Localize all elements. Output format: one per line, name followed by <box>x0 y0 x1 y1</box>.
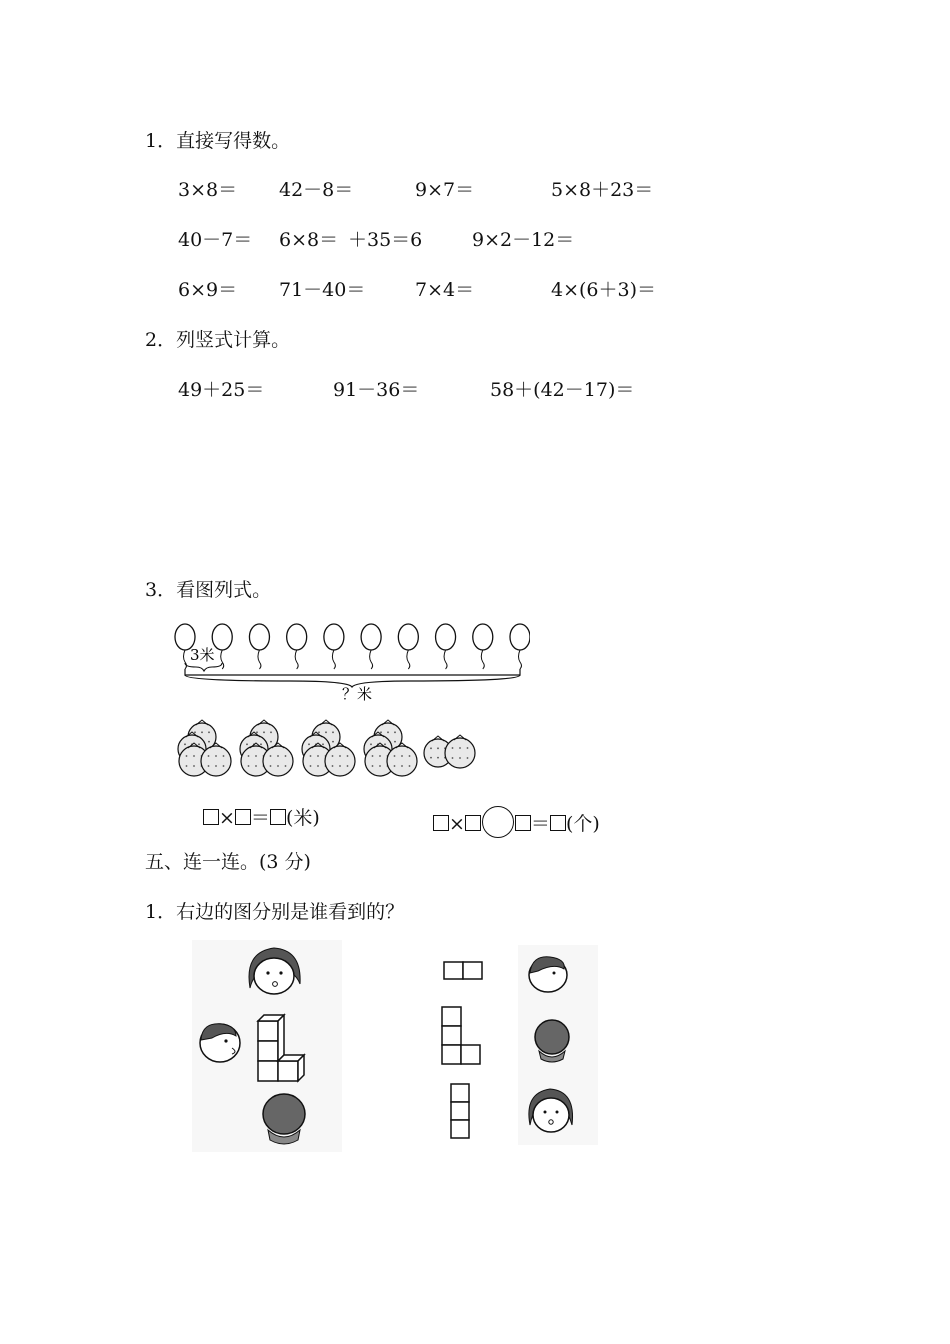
equation-2: × ＝ (个) <box>433 806 600 838</box>
balloon-icon <box>473 624 493 669</box>
q1-r3-c2: 71－40＝ <box>279 279 366 301</box>
cube-stack-figure <box>192 940 342 1152</box>
q1-r3-c3: 7×4＝ <box>415 279 475 301</box>
view-front-icon <box>442 1007 480 1064</box>
balloon-icon <box>361 624 381 669</box>
unit-meters: (米) <box>285 807 320 829</box>
orange-group <box>424 735 475 768</box>
q1-r1-c1: 3×8＝ <box>178 179 238 201</box>
balloon-icon <box>212 624 232 669</box>
q1-r3-c1: 6×9＝ <box>178 279 238 301</box>
viewer-back-head-icon <box>263 1094 305 1144</box>
equation-1: × ＝ (米) <box>203 806 320 830</box>
balloon-icon <box>510 624 530 669</box>
blank-box[interactable] <box>465 815 481 831</box>
q2-title: 2．列竖式计算。 <box>145 329 291 351</box>
blank-box[interactable] <box>515 815 531 831</box>
section5-q1-title: 1．右边的图分别是谁看到的？ <box>145 901 405 923</box>
q1-r1-c2: 42－8＝ <box>279 179 354 201</box>
q1-r1-c3: 9×7＝ <box>415 179 475 201</box>
balloon-icon <box>287 624 307 669</box>
blank-box[interactable] <box>235 809 251 825</box>
orange-group <box>240 720 293 776</box>
q1-r2-c4: 9×2－12＝ <box>472 229 575 251</box>
q1-r2-c1: 40－7＝ <box>178 229 253 251</box>
blank-box[interactable] <box>203 809 219 825</box>
views-figure <box>438 945 598 1145</box>
blank-box[interactable] <box>433 815 449 831</box>
q1-r3-c4: 4×(6＋3)＝ <box>551 279 657 301</box>
balloon-icon <box>249 624 269 669</box>
section5-heading: 五、连一连。(3 分) <box>145 851 311 873</box>
balloon-figure <box>170 615 530 705</box>
q1-r2-c2: 6×8＝ <box>279 229 339 251</box>
q2-item-3: 58＋(42－17)＝ <box>490 379 635 401</box>
q1-title: 1．直接写得数。 <box>145 130 291 152</box>
orange-group <box>364 720 417 776</box>
q2-item-1: 49＋25＝ <box>178 379 265 401</box>
blank-circle[interactable] <box>482 806 514 838</box>
q1-r1-c4: 5×8＋23＝ <box>551 179 654 201</box>
face-side-icon <box>529 957 567 992</box>
viewer-side-face-icon <box>200 1024 240 1062</box>
orange-group <box>302 720 355 776</box>
segment-label: 3米 <box>190 646 215 664</box>
unit-count: (个) <box>565 813 600 835</box>
q2-item-2: 91－36＝ <box>333 379 420 401</box>
orange-group <box>178 720 231 776</box>
oranges-figure <box>172 715 492 785</box>
balloon-icon <box>436 624 456 669</box>
blank-box[interactable] <box>270 809 286 825</box>
view-side-icon <box>451 1084 469 1138</box>
q1-r2-c3: ＋35＝6 <box>348 229 423 251</box>
balloon-icon <box>324 624 344 669</box>
blank-box[interactable] <box>550 815 566 831</box>
q3-title: 3．看图列式。 <box>145 579 272 601</box>
total-label: ？米 <box>342 685 373 703</box>
balloon-icon <box>398 624 418 669</box>
view-top-icon <box>444 962 482 979</box>
